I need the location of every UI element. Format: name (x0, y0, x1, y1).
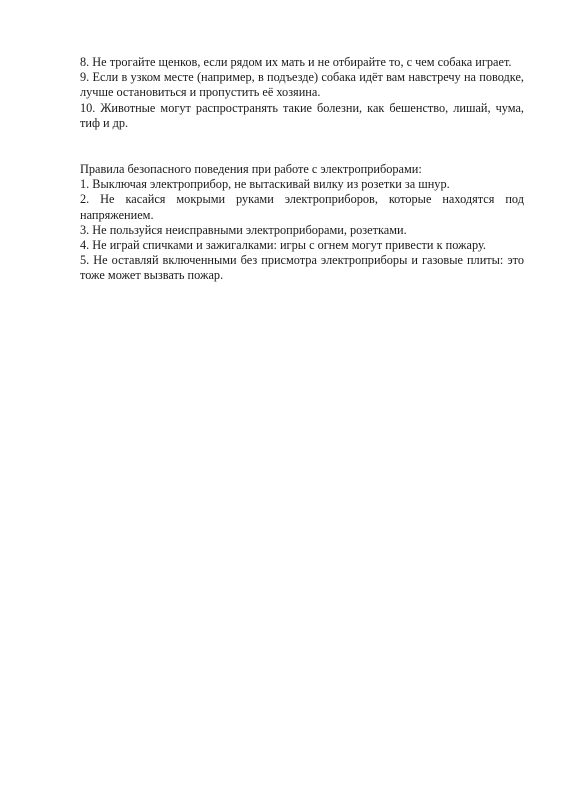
electrical-rule-5: 5. Не оставляй включенными без присмотра электроприборы и газовые плиты: это тоже может вызвать пожар. (80, 253, 524, 283)
rule-item-9: 9. Если в узком месте (например, в подъезде) собака идёт вам навстречу на поводке, лучше остановиться и пропустить её хозяина. (80, 70, 524, 100)
rule-item-8: 8. Не трогайте щенков, если рядом их мать и не отбирайте то, с чем собака играет. (80, 55, 512, 69)
electrical-safety-rules (80, 162, 524, 284)
electrical-rule-4: 4. Не играй спичками и зажигалками: игры с огнем могут привести к пожару. (80, 238, 486, 253)
rule-item-10: 10. Животные могут распространять такие болезни, как бешенство, лишай, чума, тиф и др. (80, 100, 524, 130)
electrical-rules-heading: Правила безопасного поведения при работе с электроприборами: (80, 162, 422, 176)
electrical-rule-2: 2. Не касайся мокрыми руками электроприборов, которые находятся под напряжением. (80, 192, 524, 222)
animal-safety-rules (80, 55, 524, 131)
electrical-rule-1: 1. Выключая электроприбор, не вытаскивай вилку из розетки за шнур. (80, 177, 450, 192)
electrical-rule-3: 3. Не пользуйся неисправными электроприборами, розетками. (80, 222, 407, 237)
